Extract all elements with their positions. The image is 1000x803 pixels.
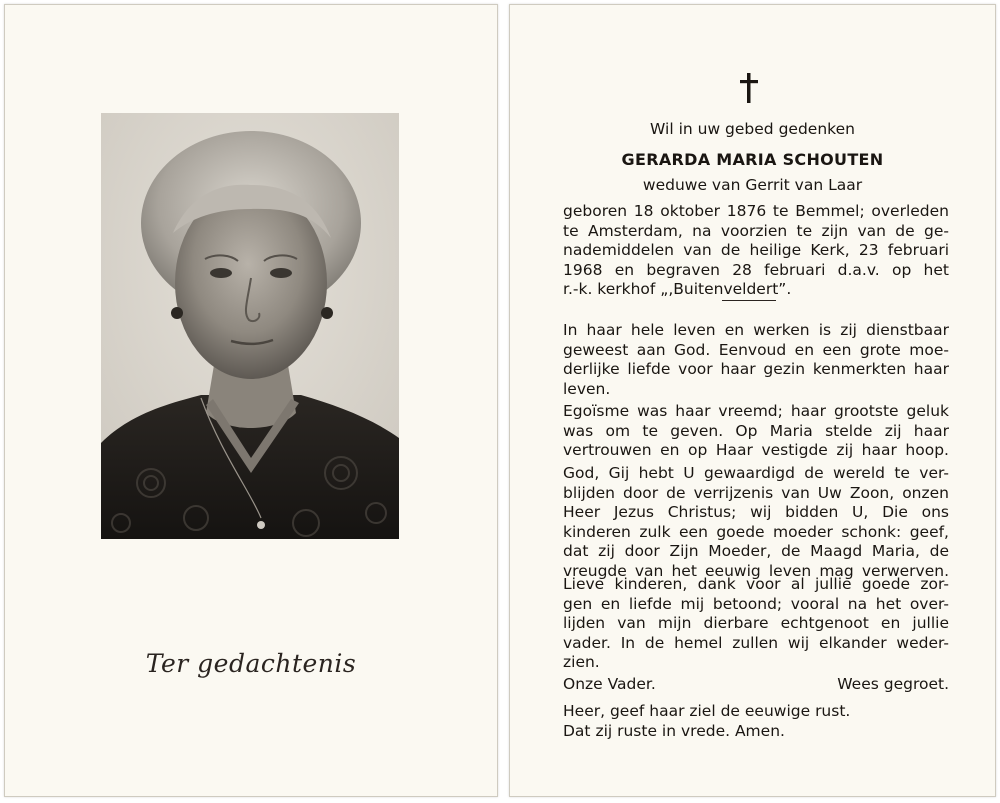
divider (722, 300, 776, 301)
paragraph-3 (563, 464, 949, 581)
bio-line: geboren 18 oktober 1876 te Bemmel; overleden (563, 202, 949, 220)
text-line: vader. In de hemel zullen wij elkander weder- (563, 633, 949, 652)
text-line: lijden van mijn dierbare echtgenoot en jullie (563, 614, 949, 632)
bio-paragraph (563, 202, 949, 300)
caption-ter-gedachtenis: Ter gedachtenis (145, 649, 357, 678)
text-line: God, Gij hebt U gewaardigd de wereld te ver- (563, 464, 949, 482)
paragraph-2 (563, 402, 949, 461)
text-line: Egoïsme was haar vreemd; haar grootste geluk (563, 402, 949, 420)
text-line: vreugde van het eeuwig leven mag verwerven. (563, 561, 949, 580)
text-line: gen en liefde mij betoond; vooral na het over- (563, 594, 949, 613)
bio-line: te Amsterdam, na voorzien te zijn van de ge- (563, 221, 949, 240)
bio-line: r.-k. kerkhof „,Buitenveldert”. (563, 280, 792, 298)
widow-of-line: weduwe van Gerrit van Laar (642, 176, 863, 194)
text-line: In haar hele leven en werken is zij dienstbaar (563, 321, 949, 339)
paragraph-4 (563, 575, 949, 673)
text-line: derlijke liefde voor haar gezin kenmerkten haar (563, 360, 949, 378)
text-line: kinderen zulk een goede moeder schonk: geef, (563, 522, 949, 541)
paragraph-1 (563, 321, 949, 399)
closing-line: Heer, geef haar ziel de eeuwige rust. (563, 702, 851, 720)
bio-line: 1968 en begraven 28 februari d.a.v. op het (563, 260, 949, 279)
deceased-name: GERARDA MARIA SCHOUTEN (621, 150, 884, 169)
text-line: geweest aan God. Eenvoud en een grote moe- (563, 340, 949, 359)
prayer-onze-vader: Onze Vader. (563, 675, 656, 693)
closing-prayer (563, 702, 949, 741)
memorial-card-front (4, 4, 498, 797)
text-line: vertrouwen en op Haar vestigde zij haar hoop. (563, 441, 949, 459)
text-line: Lieve kinderen, dank voor al jullie goede zor- (563, 575, 949, 593)
prayers-row (563, 675, 949, 693)
cross-icon (729, 71, 769, 105)
memorial-card-back (509, 4, 996, 797)
intro-line: Wil in uw gebed gedenken (650, 120, 855, 138)
text-line: Heer Jezus Christus; wij bidden U, Die ons (563, 503, 949, 521)
closing-line: Dat zij ruste in vrede. Amen. (563, 721, 785, 740)
portrait-image (101, 113, 399, 539)
text-line: dat zij door Zijn Moeder, de Maagd Maria, de (563, 542, 949, 560)
text-line: blijden door de verrijzenis van Uw Zoon, onzen (563, 483, 949, 502)
portrait-photo (101, 113, 399, 539)
prayer-wees-gegroet: Wees gegroet. (837, 675, 949, 693)
text-line: was om te geven. Op Maria stelde zij haar (563, 421, 949, 440)
text-line: leven. (563, 379, 611, 398)
text-line: zien. (563, 653, 600, 671)
bio-line: nademiddelen van de heilige Kerk, 23 februari (563, 241, 949, 259)
